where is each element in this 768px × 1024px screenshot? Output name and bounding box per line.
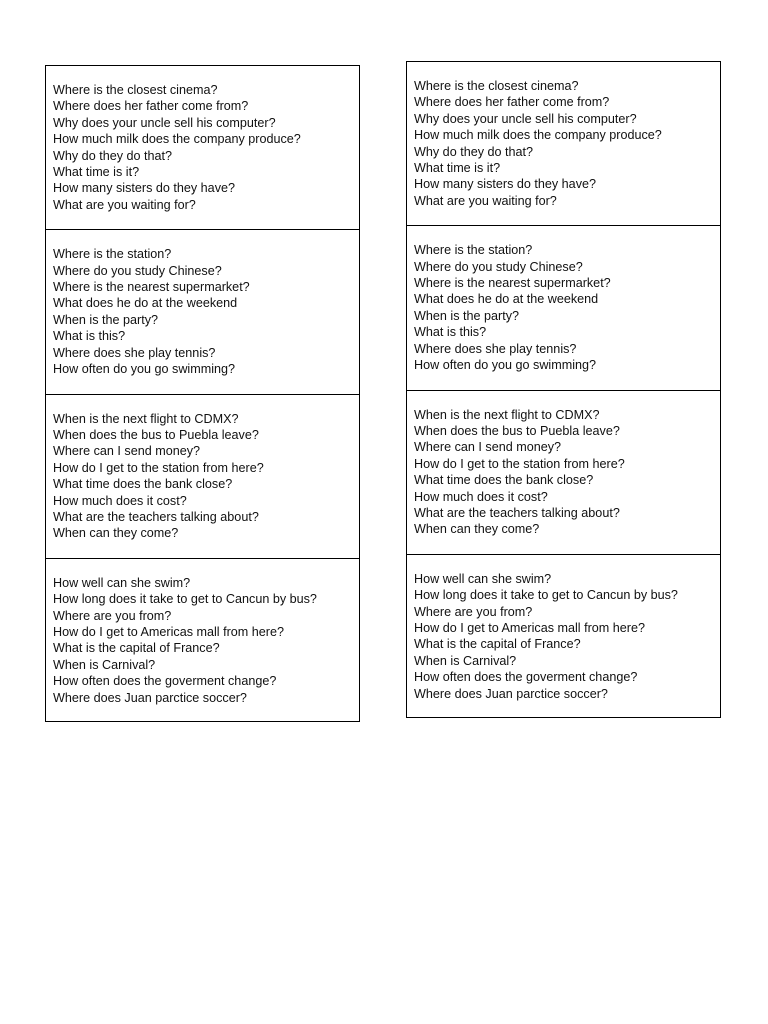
question-card [407, 555, 720, 719]
question-text: When is the next flight to CDMX? [53, 411, 239, 426]
question-text: Where does her father come from? [53, 99, 249, 114]
question-text: Where are you from? [53, 608, 172, 623]
question-text: Where does she play tennis? [414, 341, 577, 356]
question-text: What are the teachers talking about? [414, 505, 620, 520]
question-text: Where can I send money? [414, 440, 562, 455]
question-card [46, 395, 359, 559]
question-text: What time is it? [414, 161, 501, 176]
question-text: When can they come? [414, 522, 540, 537]
question-text: How do I get to the station from here? [414, 456, 625, 471]
question-text: When is the next flight to CDMX? [414, 407, 600, 422]
question-text: What does he do at the weekend [414, 292, 599, 307]
question-text: Why does your uncle sell his computer? [53, 115, 276, 130]
question-text: When is the party? [414, 308, 519, 323]
question-text: What time is it? [53, 165, 140, 180]
question-text: What time does the bank close? [414, 473, 594, 488]
question-text: How long does it take to get to Cancun by bus? [414, 588, 678, 603]
question-card [407, 391, 720, 555]
question-card [407, 226, 720, 390]
question-text: When is the party? [53, 312, 158, 327]
question-text: What is this? [414, 325, 487, 340]
question-text: What is the capital of France? [53, 641, 220, 656]
question-text: What is this? [53, 329, 126, 344]
question-text: How do I get to Americas mall from here? [414, 620, 645, 635]
question-text: How well can she swim? [53, 575, 191, 590]
question-text: Where do you study Chinese? [53, 263, 222, 278]
question-text: How much does it cost? [53, 493, 187, 508]
question-text: Where does Juan parctice soccer? [414, 686, 608, 701]
question-text: How well can she swim? [414, 571, 552, 586]
question-text: Where is the station? [53, 247, 172, 262]
question-text: How often do you go swimming? [53, 362, 236, 377]
question-text: Where is the station? [414, 243, 533, 258]
question-text: Where can I send money? [53, 444, 201, 459]
question-text: Where is the closest cinema? [53, 83, 218, 97]
question-text: How often does the goverment change? [53, 674, 277, 689]
question-text: What does he do at the weekend [53, 296, 238, 311]
question-card [46, 66, 359, 230]
question-text: When is Carnival? [414, 653, 517, 668]
question-text: Where does her father come from? [414, 95, 610, 110]
question-text: How long does it take to get to Cancun by bus? [53, 592, 317, 607]
question-text: Where is the closest cinema? [414, 79, 579, 93]
question-text: Where is the nearest supermarket? [414, 276, 611, 291]
question-text: Where does Juan parctice soccer? [53, 690, 247, 705]
question-text: When does the bus to Puebla leave? [414, 423, 620, 438]
question-text: How many sisters do they have? [414, 177, 596, 192]
question-text: What time does the bank close? [53, 477, 233, 492]
question-sheet-left [45, 65, 360, 722]
question-text: How do I get to Americas mall from here? [53, 624, 284, 639]
question-text: How much milk does the company produce? [414, 128, 662, 143]
question-card [46, 230, 359, 394]
question-text: Where are you from? [414, 604, 533, 619]
question-text: How do I get to the station from here? [53, 460, 264, 475]
question-text: When does the bus to Puebla leave? [53, 427, 259, 442]
question-card [407, 62, 720, 226]
question-text: When can they come? [53, 526, 179, 541]
question-text: How many sisters do they have? [53, 181, 235, 196]
question-text: How much does it cost? [414, 489, 548, 504]
question-text: What is the capital of France? [414, 637, 581, 652]
question-sheet-right [406, 61, 721, 718]
question-text: How much milk does the company produce? [53, 132, 301, 147]
question-text: Why do they do that? [53, 148, 173, 163]
question-text: Where does she play tennis? [53, 345, 216, 360]
question-text: Where is the nearest supermarket? [53, 280, 250, 295]
question-text: What are you waiting for? [414, 193, 557, 208]
question-text: What are you waiting for? [53, 197, 196, 212]
question-text: Why do they do that? [414, 144, 534, 159]
question-text: What are the teachers talking about? [53, 509, 259, 524]
question-text: How often do you go swimming? [414, 358, 597, 373]
question-text: Why does your uncle sell his computer? [414, 111, 637, 126]
question-text: How often does the goverment change? [414, 670, 638, 685]
question-card [46, 559, 359, 723]
question-text: Where do you study Chinese? [414, 259, 583, 274]
question-text: When is Carnival? [53, 657, 156, 672]
